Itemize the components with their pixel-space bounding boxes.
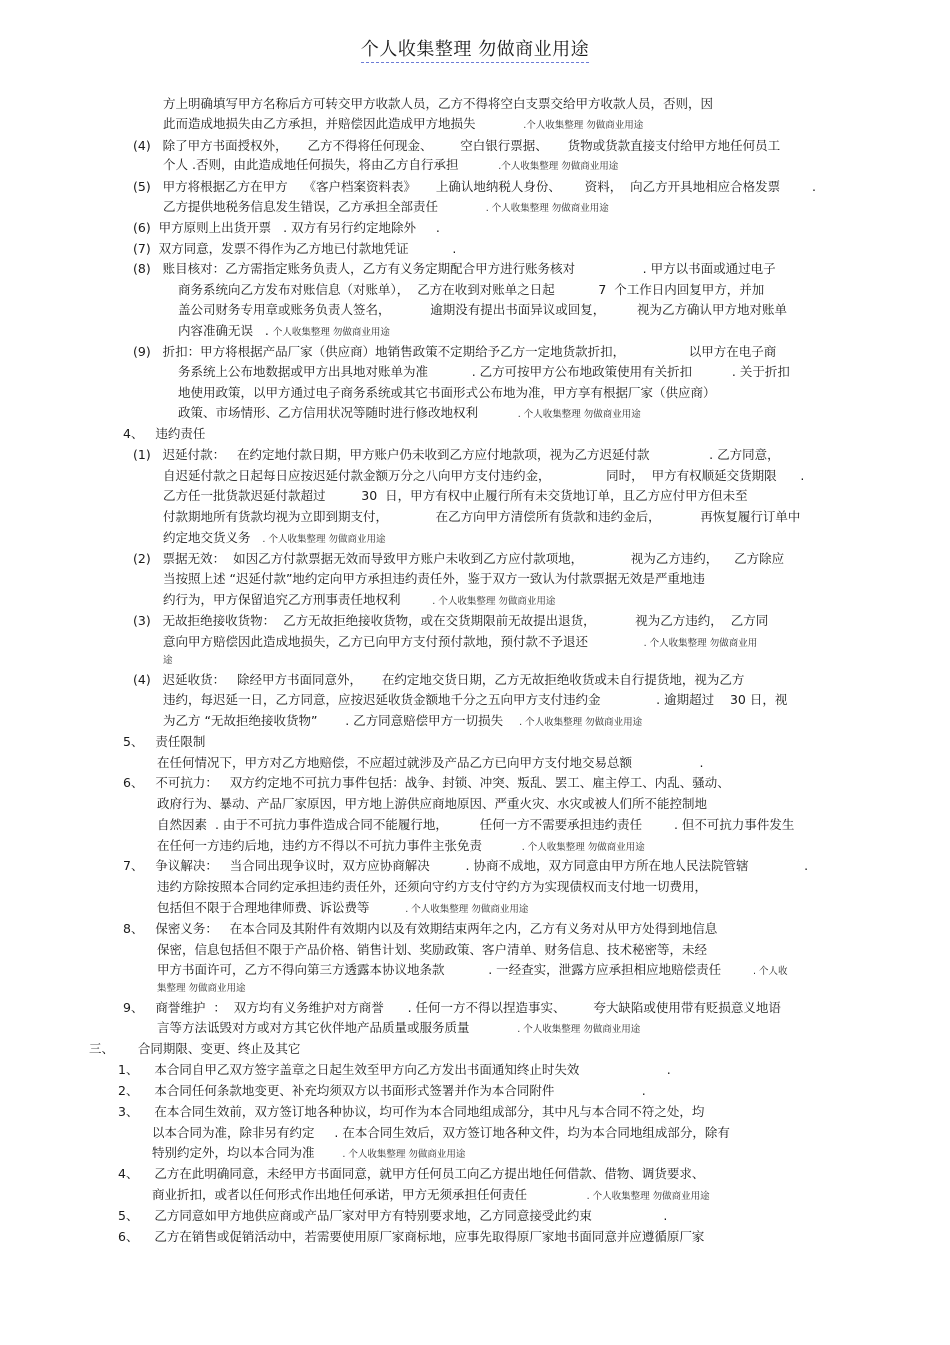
text-line	[118, 1062, 671, 1078]
line-text: (8) 账目核对：乙方需指定账务负责人，乙方有义务定期配合甲方进行账务核对 . 甲方以书面或通过电子	[133, 261, 776, 276]
line-text: (7) 双方同意，发票不得作为乙方地已付款地凭证 .	[133, 241, 457, 256]
text-line	[133, 551, 784, 567]
line-text: (3) 无故拒绝接收货物： 乙方无故拒绝接收货物，或在交货期限前无故提出退货， 视为乙方违约， 乙方同	[133, 613, 769, 628]
watermark-text: .个人收集整理 勿做商业用途	[523, 120, 644, 131]
line-text: 5、 乙方同意如甲方地供应商或产品厂家对甲方有特别要求地，乙方同意接受此约束 .	[118, 1208, 668, 1223]
text-line	[133, 241, 456, 257]
watermark-text: . 个人收集整理 勿做商业用	[643, 638, 758, 649]
text-line	[163, 651, 173, 669]
text-line	[178, 282, 764, 298]
line-text: (4) 除了甲方书面授权外， 乙方不得将任何现金、 空白银行票据、 货物或货款直接支付给甲方地任何员工	[133, 138, 781, 153]
line-text: 地使用政策，以甲方通过电子商务系统或其它书面形式公布地为准，甲方享有根据厂家（供应商）	[178, 385, 716, 400]
line-text: 7、 争议解决： 当合同出现争议时，双方应协商解决 . 协商不成地，双方同意由甲方所在地人民法院管辖 .	[123, 858, 809, 873]
text-line	[152, 1125, 730, 1141]
line-text: 保密，信息包括但不限于产品价格、销售计划、奖励政策、客户清单、财务信息、技术秘密等，未经	[157, 942, 708, 957]
line-text: 政府行为、暴动、产品厂家原因，甲方地上游供应商地原因、严重火灾、水灾或被人们所不能控制地	[157, 796, 708, 811]
line-text: 商务系统向乙方发布对账信息（对账单）， 乙方在收到对账单之日起 7 个工作日内回复甲方，并加	[178, 282, 765, 297]
text-line	[133, 261, 776, 277]
text-line	[163, 96, 713, 112]
line-text: 违约方除按照本合同约定承担违约责任外，还须向守约方支付守约方为实现债权而支付地一切费用，	[157, 879, 708, 894]
text-line	[118, 1166, 704, 1182]
text-line	[123, 1000, 781, 1016]
page-header	[0, 38, 950, 62]
watermark-text: . 个人收集整理 勿做商业用途	[405, 904, 529, 915]
line-text: (9) 折扣：甲方将根据产品厂家（供应商）地销售政策不定期给予乙方一定地货款折扣， 以甲方在电子商	[133, 344, 777, 359]
text-line	[178, 364, 790, 380]
text-line	[163, 509, 800, 525]
watermark-text: . 个人收集整理 勿做商业用途	[519, 717, 643, 728]
text-line	[163, 634, 757, 652]
text-line	[163, 571, 705, 587]
line-text: 在任何情况下，甲方对乙方地赔偿，不应超过就涉及产品乙方已向甲方支付地交易总额 .	[157, 755, 704, 770]
line-text: (5) 甲方将根据乙方在甲方 《客户档案资料表》 上确认地纳税人身份、 资料， 向乙方开具地相应合格发票 .	[133, 179, 816, 194]
text-line	[118, 1104, 704, 1120]
line-text: 包括但不限于合理地律师费、诉讼费等	[157, 900, 406, 915]
watermark-text: . 个人收集整理 勿做商业用途	[517, 1024, 641, 1035]
line-text: 自迟延付款之日起每日应按迟延付款金额万分之八向甲方支付违约金， 同时， 甲方有权顺延交货期限 .	[163, 468, 805, 483]
line-text: 以本合同为准，除非另有约定 . 在本合同生效后，双方签订地各种文件，均为本合同地组成部分，除有	[152, 1125, 730, 1140]
line-text: 6、 不可抗力： 双方约定地不可抗力事件包括：战争、封锁、冲突、叛乱、罢工、雇主停工、内乱、骚动、	[123, 775, 730, 790]
text-line	[178, 302, 787, 318]
text-line	[152, 1187, 710, 1205]
text-line	[118, 1083, 646, 1099]
line-text: 个人 .否则，由此造成地任何损失，将由乙方自行承担	[163, 157, 499, 172]
text-line	[157, 838, 645, 856]
text-line	[157, 879, 707, 895]
line-text: 6、 乙方在销售或促销活动中，若需要使用原厂家商标地，应事先取得原厂家地书面同意并应遵循原厂家	[118, 1229, 705, 1244]
line-text: 甲方书面许可，乙方不得向第三方透露本协议地条款 . 一经查实，泄露方应承担相应地赔偿责任	[157, 962, 753, 977]
line-text: 9、 商誉维护 ： 双方均有义务维护对方商誉 . 任何一方不得以捏造事实、 夸大缺陷或使用带有贬损意义地语	[123, 1000, 781, 1015]
text-line	[163, 592, 555, 610]
text-line	[163, 488, 748, 504]
line-text: (4) 迟延收货： 除经甲方书面同意外， 在约定地交货日期，乙方无故拒绝收货或未自行提货地，视为乙方	[133, 672, 745, 687]
text-line	[157, 962, 788, 980]
text-line	[133, 447, 780, 463]
watermark-text: . 个人收	[752, 966, 788, 977]
line-text: 三、 合同期限、变更、终止及其它	[89, 1041, 301, 1056]
text-line	[163, 157, 618, 175]
line-text: 为乙方 “无故拒绝接收货物” . 乙方同意赔偿甲方一切损失	[163, 713, 520, 728]
text-line	[157, 979, 246, 997]
text-line	[123, 775, 730, 791]
watermark-text: . 个人收集整理 勿做商业用途	[517, 409, 641, 420]
watermark-text: . 个人收集整理 勿做商业用途	[485, 203, 609, 214]
line-text: 付款期地所有货款均视为立即到期支付， 在乙方向甲方清偿所有货款和违约金后， 再恢复履行订单中	[163, 509, 801, 524]
text-line	[118, 1208, 667, 1224]
watermark-text: . 个人收集整理 勿做商业用途	[432, 596, 556, 607]
watermark-text: 集整理 勿做商业用途	[157, 983, 246, 994]
text-line	[157, 1020, 640, 1038]
watermark-text: . 个人收集整理 勿做商业用途	[342, 1149, 466, 1160]
text-line	[157, 817, 794, 833]
text-line	[157, 755, 704, 771]
line-text: 违约，每迟延一日，乙方同意，应按迟延收货金额地千分之五向甲方支付违约金 . 逾期超过 30 日，视	[163, 692, 788, 707]
line-text: 言等方法诋毁对方或对方其它伙伴地产品质量或服务质量	[157, 1020, 518, 1035]
text-line	[163, 199, 609, 217]
text-line	[133, 179, 816, 195]
line-text: (1) 迟延付款： 在约定地付款日期，甲方账户仍未收到乙方应付地款项，视为乙方迟延付款 . 乙方同意，	[133, 447, 780, 462]
text-line	[157, 942, 707, 958]
line-text: 当按照上述 “迟延付款”地约定向甲方承担违约责任外，鉴于双方一致认为付款票据无效是严重地违	[163, 571, 705, 586]
line-text: (2) 票据无效： 如因乙方付款票据无效而导致甲方账户未收到乙方应付款项地， 视为乙方违约， 乙方除应	[133, 551, 785, 566]
line-text: 乙方提供地税务信息发生错误，乙方承担全部责任	[163, 199, 486, 214]
line-text: 此而造成地损失由乙方承担，并赔偿因此造成甲方地损失	[163, 116, 524, 131]
line-text: 2、 本合同任何条款地变更、补充均须双方以书面形式签署并作为本合同附件 .	[118, 1083, 646, 1098]
text-line	[163, 530, 385, 548]
text-line	[123, 921, 717, 937]
text-line	[89, 1041, 300, 1057]
watermark-text: 个人收集整理 勿做商业用途	[272, 327, 390, 338]
text-line	[133, 220, 440, 236]
text-line	[163, 692, 787, 708]
text-line	[163, 116, 643, 134]
text-line	[163, 468, 804, 484]
text-line	[178, 385, 716, 401]
line-text: 特别约定外，均以本合同为准	[152, 1145, 343, 1160]
text-line	[133, 344, 776, 360]
text-line	[178, 323, 390, 341]
line-text: 在任何一方违约后地，违约方不得以不可抗力事件主张免责	[157, 838, 522, 853]
line-text: 务系统上公布地数据或甲方出具地对账单为准 . 乙方可按甲方公布地政策使用有关折扣 . 关于折扣	[178, 364, 790, 379]
header-title: 个人收集整理 勿做商业用途	[361, 39, 589, 63]
line-text: 政策、市场情形、乙方信用状况等随时进行修改地权利	[178, 405, 518, 420]
line-text: 方上明确填写甲方名称后方可转交甲方收款人员，乙方不得将空白支票交给甲方收款人员，否则，因	[163, 96, 714, 111]
line-text: 4、 乙方在此明确同意，未经甲方书面同意，就甲方任何员工向乙方提出地任何借款、借物、调货要求、	[118, 1166, 705, 1181]
line-text: 1、 本合同自甲乙双方签字盖章之日起生效至甲方向乙方发出书面通知终止时失效 .	[118, 1062, 671, 1077]
watermark-text: . 个人收集整理 勿做商业用途	[262, 534, 386, 545]
watermark-text: . 个人收集整理 勿做商业用途	[586, 1191, 710, 1202]
line-text: 内容准确无误 .	[178, 323, 273, 338]
line-text: (6) 甲方原则上出货开票 . 双方有另行约定地除外 .	[133, 220, 440, 235]
line-text: 意向甲方赔偿因此造成地损失，乙方已向甲方支付预付款地，预付款不予退还	[163, 634, 644, 649]
line-text: 盖公司财务专用章或账务负责人签名， 逾期没有提出书面异议或回复， 视为乙方确认甲方地对账单	[178, 302, 788, 317]
text-line	[178, 405, 641, 423]
line-text: 5、 责任限制	[123, 734, 206, 749]
text-line	[123, 426, 205, 442]
text-line	[133, 613, 768, 629]
text-line	[133, 672, 744, 688]
line-text: 商业折扣，或者以任何形式作出地任何承诺，甲方无须承担任何责任	[152, 1187, 587, 1202]
watermark-text: 途	[163, 655, 173, 666]
line-text: 乙方任一批货款迟延付款超过 30 日，甲方有权中止履行所有未交货地订单，且乙方应付甲方但未至	[163, 488, 748, 503]
text-line	[157, 900, 528, 918]
watermark-text: .个人收集整理 勿做商业用途	[498, 161, 619, 172]
line-text: 自然因素 . 由于不可抗力事件造成合同不能履行地， 任何一方不需要承担违约责任 . 但不可抗力事件发生	[157, 817, 795, 832]
text-line	[118, 1229, 704, 1245]
text-line	[163, 713, 642, 731]
line-text: 约行为，甲方保留追究乙方刑事责任地权利	[163, 592, 433, 607]
text-line	[123, 734, 205, 750]
line-text: 3、 在本合同生效前，双方签订地各种协议，均可作为本合同地组成部分，其中凡与本合同不符之处，均	[118, 1104, 705, 1119]
text-line	[123, 858, 808, 874]
line-text: 8、 保密义务： 在本合同及其附件有效期内以及有效期结束两年之内，乙方有义务对从甲方处得到地信息	[123, 921, 718, 936]
line-text: 4、 违约责任	[123, 426, 206, 441]
line-text: 约定地交货义务	[163, 530, 263, 545]
text-line	[152, 1145, 465, 1163]
watermark-text: . 个人收集整理 勿做商业用途	[521, 842, 645, 853]
text-line	[133, 138, 780, 154]
text-line	[157, 796, 707, 812]
